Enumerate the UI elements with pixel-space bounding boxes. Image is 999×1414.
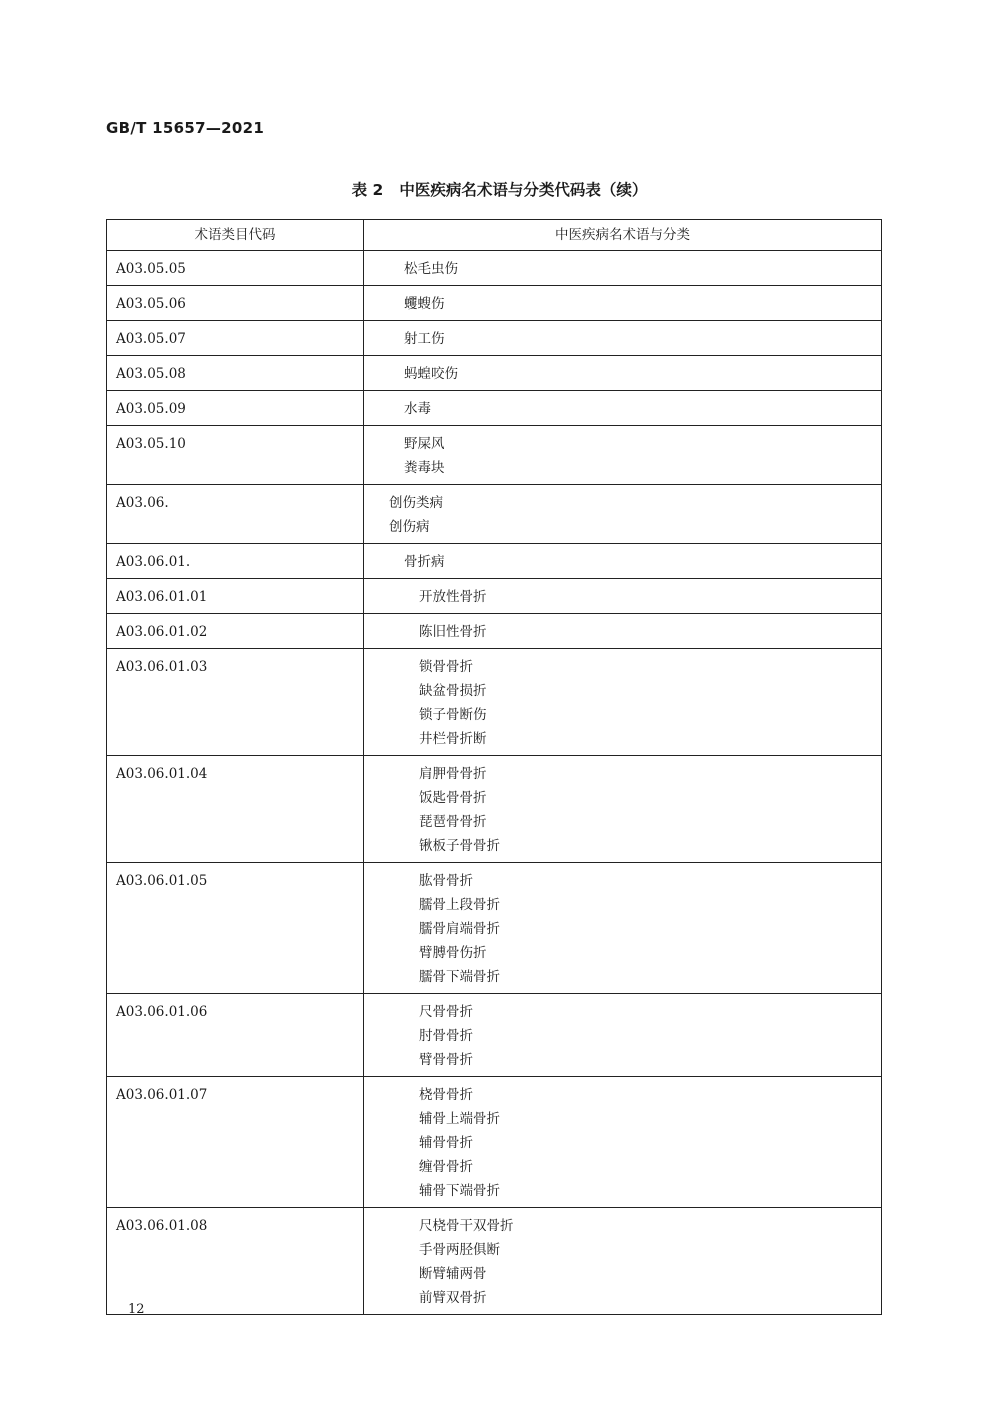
term-name: 野屎风 [404, 436, 445, 452]
term-code-cell: A03.06.01.05 [107, 863, 364, 994]
term-name: 尺骨骨折 [419, 1004, 473, 1020]
term-name-cell [364, 321, 882, 356]
term-name: 肱骨骨折 [419, 873, 473, 889]
table-row [107, 649, 882, 756]
term-name: 断臂辅两骨 [419, 1266, 487, 1282]
term-name: 琵琶骨骨折 [419, 814, 487, 830]
table-title-number: 表 2 [351, 181, 384, 199]
term-name: 前臂双骨折 [419, 1290, 487, 1306]
term-name: 粪毒块 [404, 460, 445, 476]
table-row [107, 614, 882, 649]
term-code-cell: A03.05.08 [107, 356, 364, 391]
table-row [107, 544, 882, 579]
term-name: 臑骨下端骨折 [419, 969, 500, 985]
term-name: 创伤病 [389, 519, 430, 535]
term-name: 锁子骨断伤 [419, 707, 487, 723]
term-name: 臂膊骨伤折 [419, 945, 487, 961]
term-code-cell: A03.05.05 [107, 251, 364, 286]
term-name: 辅骨下端骨折 [419, 1183, 500, 1199]
table-row [107, 391, 882, 426]
term-name: 饭匙骨骨折 [419, 790, 487, 806]
term-code-cell: A03.06.01. [107, 544, 364, 579]
term-name-cell [364, 579, 882, 614]
term-name-cell [364, 1077, 882, 1208]
term-name-cell [364, 1208, 882, 1315]
term-name: 辅骨骨折 [419, 1135, 473, 1151]
table-row [107, 1208, 882, 1315]
term-name-cell [364, 544, 882, 579]
term-name-cell [364, 391, 882, 426]
term-table [106, 219, 882, 1315]
column-header-code: 术语类目代码 [107, 220, 364, 251]
term-name: 肘骨骨折 [419, 1028, 473, 1044]
term-code-cell: A03.06.01.01 [107, 579, 364, 614]
term-name: 陈旧性骨折 [419, 624, 487, 640]
term-name: 水毒 [404, 401, 431, 417]
table-row [107, 286, 882, 321]
term-code-cell: A03.06.01.02 [107, 614, 364, 649]
table-title [0, 178, 999, 200]
term-name-cell [364, 251, 882, 286]
term-name: 锁骨骨折 [419, 659, 473, 675]
term-name: 射工伤 [404, 331, 445, 347]
table-row [107, 426, 882, 485]
table-title-text: 中医疾病名术语与分类代码表（续） [399, 181, 648, 199]
table-row [107, 251, 882, 286]
table-header-row [107, 220, 882, 251]
term-name-cell [364, 286, 882, 321]
table-row [107, 356, 882, 391]
term-name: 臂骨骨折 [419, 1052, 473, 1068]
term-code-cell: A03.05.07 [107, 321, 364, 356]
term-name: 桡骨骨折 [419, 1087, 473, 1103]
term-code-cell: A03.06.01.03 [107, 649, 364, 756]
table-row [107, 994, 882, 1077]
term-code-cell: A03.06. [107, 485, 364, 544]
term-name-cell [364, 614, 882, 649]
term-code-cell: A03.05.09 [107, 391, 364, 426]
term-name-cell [364, 994, 882, 1077]
column-header-name: 中医疾病名术语与分类 [364, 220, 882, 251]
page-number: 12 [128, 1302, 145, 1317]
table-row [107, 756, 882, 863]
term-code-cell: A03.05.10 [107, 426, 364, 485]
table-row [107, 863, 882, 994]
term-name: 开放性骨折 [419, 589, 487, 605]
term-name: 手骨两胫俱断 [419, 1242, 500, 1258]
term-name: 松毛虫伤 [404, 261, 458, 277]
term-code-cell: A03.05.06 [107, 286, 364, 321]
table-row [107, 579, 882, 614]
term-name: 辅骨上端骨折 [419, 1111, 500, 1127]
table-row [107, 321, 882, 356]
term-name: 尺桡骨干双骨折 [419, 1218, 514, 1234]
table-row [107, 485, 882, 544]
term-name: 肩胛骨骨折 [419, 766, 487, 782]
table-body [107, 251, 882, 1315]
term-name-cell [364, 756, 882, 863]
table-row [107, 1077, 882, 1208]
term-name: 缺盆骨损折 [419, 683, 487, 699]
term-code-cell: A03.06.01.04 [107, 756, 364, 863]
term-name: 缠骨骨折 [419, 1159, 473, 1175]
term-name-cell [364, 863, 882, 994]
term-name-cell [364, 426, 882, 485]
term-name: 蠼螋伤 [404, 296, 445, 312]
term-name: 蚂蝗咬伤 [404, 366, 458, 382]
term-name-cell [364, 649, 882, 756]
standard-code: GB/T 15657—2021 [106, 119, 265, 137]
term-name: 井栏骨折断 [419, 731, 487, 747]
term-code-cell: A03.06.01.06 [107, 994, 364, 1077]
term-name: 创伤类病 [389, 495, 443, 511]
term-name-cell [364, 356, 882, 391]
term-name: 臑骨上段骨折 [419, 897, 500, 913]
term-code-cell: A03.06.01.08 [107, 1208, 364, 1315]
term-name: 骨折病 [404, 554, 445, 570]
term-name: 臑骨肩端骨折 [419, 921, 500, 937]
term-code-cell: A03.06.01.07 [107, 1077, 364, 1208]
term-name-cell [364, 485, 882, 544]
term-name: 锹板子骨骨折 [419, 838, 500, 854]
